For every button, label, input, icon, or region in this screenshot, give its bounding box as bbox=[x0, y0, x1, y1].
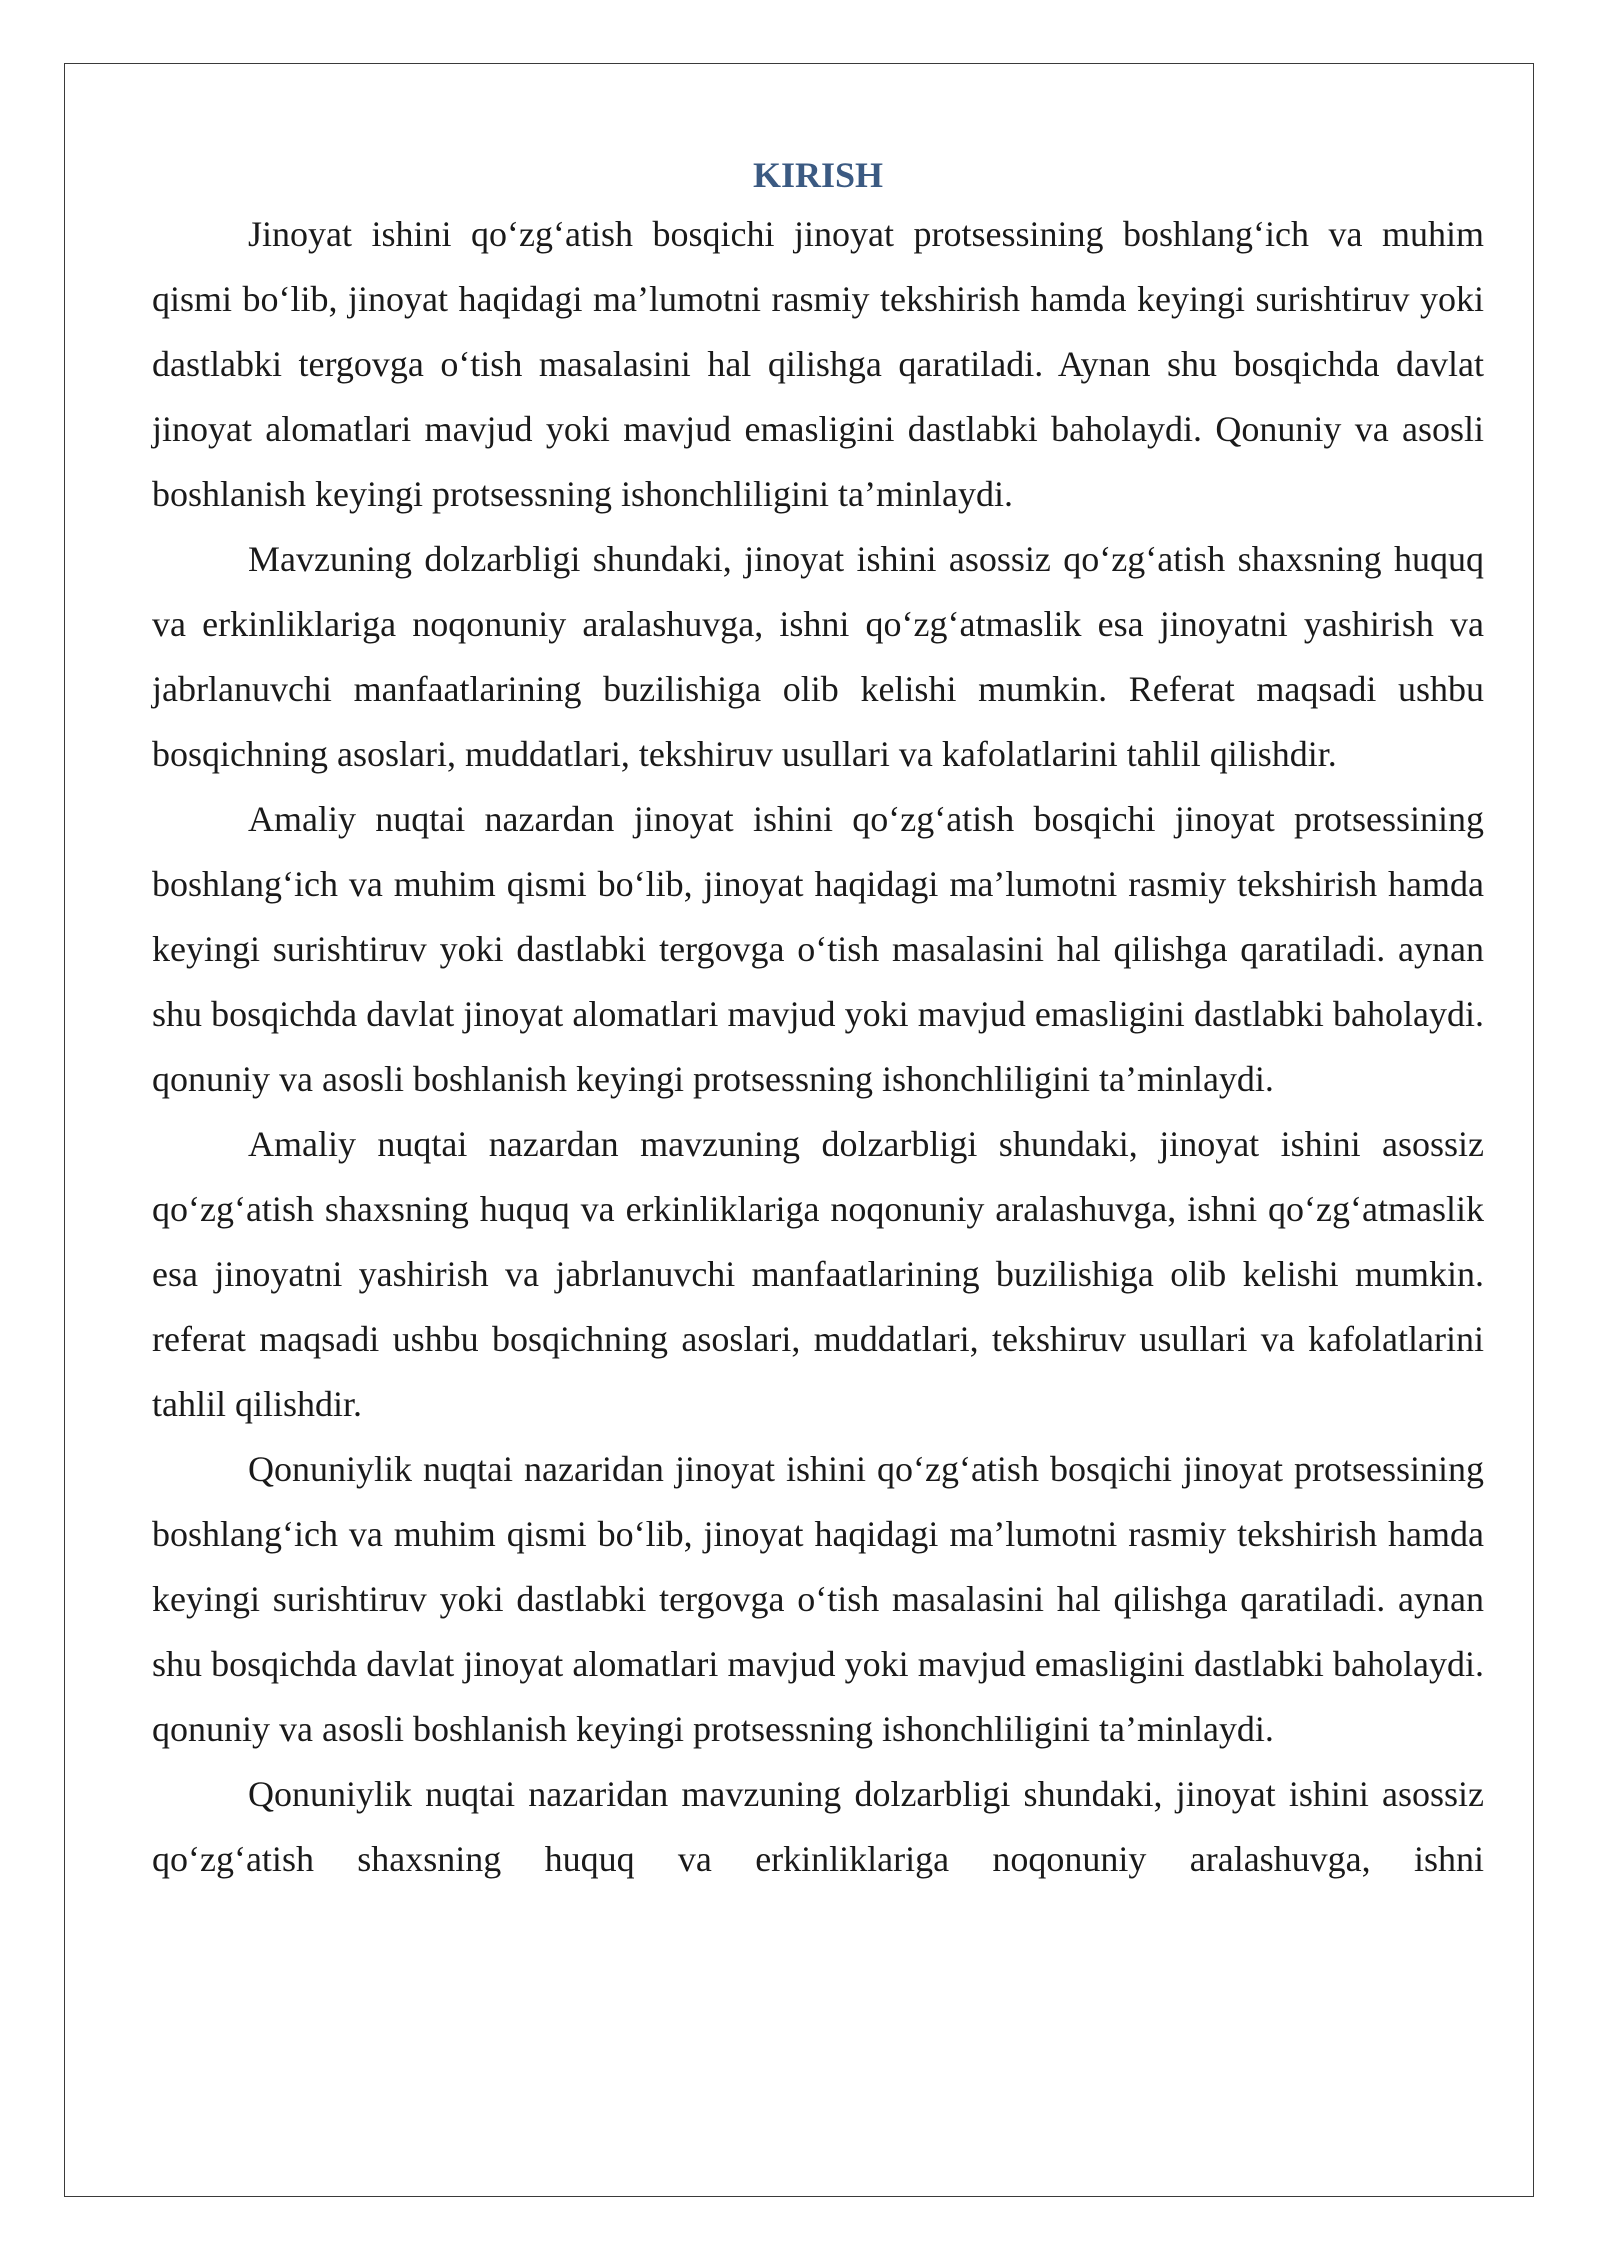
paragraph-1: Jinoyat ishini qo‘zg‘atish bosqichi jinoyat protsessining boshlang‘ich va muhim qismi bo‘lib, jinoyat haqidagi ma’lumotni rasmiy tekshirish hamda keyingi surishtiruv yoki dastlabki tergovga o‘tish masalasini hal qilishga qaratiladi. Aynan shu bosqichda davlat jinoyat alomatlari mavjud yoki mavjud emasligini dastlabki baholaydi. Qonuniy va asosli boshlanish keyingi protsessning ishonchliligini ta’minlaydi. bbox=[152, 214, 1484, 514]
document-body bbox=[152, 148, 1484, 1892]
paragraph-6: Qonuniylik nuqtai nazaridan mavzuning dolzarbligi shundaki, jinoyat ishini asossiz qo‘zg‘atish shaxsning huquq va erkinliklariga noqonuniy aralashuvga, ishni bbox=[152, 1774, 1484, 1879]
document-title: KIRISH bbox=[752, 155, 884, 195]
paragraph-5: Qonuniylik nuqtai nazaridan jinoyat ishini qo‘zg‘atish bosqichi jinoyat protsessining boshlang‘ich va muhim qismi bo‘lib, jinoyat haqidagi ma’lumotni rasmiy tekshirish hamda keyingi surishtiruv yoki dastlabki tergovga o‘tish masalasini hal qilishga qaratiladi. aynan shu bosqichda davlat jinoyat alomatlari mavjud yoki mavjud emasligini dastlabki baholaydi. qonuniy va asosli boshlanish keyingi protsessning ishonchliligini ta’minlaydi. bbox=[152, 1449, 1484, 1749]
paragraph-3: Amaliy nuqtai nazardan jinoyat ishini qo‘zg‘atish bosqichi jinoyat protsessining boshlang‘ich va muhim qismi bo‘lib, jinoyat haqidagi ma’lumotni rasmiy tekshirish hamda keyingi surishtiruv yoki dastlabki tergovga o‘tish masalasini hal qilishga qaratiladi. aynan shu bosqichda davlat jinoyat alomatlari mavjud yoki mavjud emasligini dastlabki baholaydi. qonuniy va asosli boshlanish keyingi protsessning ishonchliligini ta’minlaydi. bbox=[152, 799, 1484, 1099]
paragraph-2: Mavzuning dolzarbligi shundaki, jinoyat ishini asossiz qo‘zg‘atish shaxsning huquq va erkinliklariga noqonuniy aralashuvga, ishni qo‘zg‘atmaslik esa jinoyatni yashirish va jabrlanuvchi manfaatlarining buzilishiga olib kelishi mumkin. Referat maqsadi ushbu bosqichning asoslari, muddatlari, tekshiruv usullari va kafolatlarini tahlil qilishdir. bbox=[152, 539, 1484, 774]
paragraph-4: Amaliy nuqtai nazardan mavzuning dolzarbligi shundaki, jinoyat ishini asossiz qo‘zg‘atish shaxsning huquq va erkinliklariga noqonuniy aralashuvga, ishni qo‘zg‘atmaslik esa jinoyatni yashirish va jabrlanuvchi manfaatlarining buzilishiga olib kelishi mumkin. referat maqsadi ushbu bosqichning asoslari, muddatlari, tekshiruv usullari va kafolatlarini tahlil qilishdir. bbox=[152, 1124, 1484, 1424]
